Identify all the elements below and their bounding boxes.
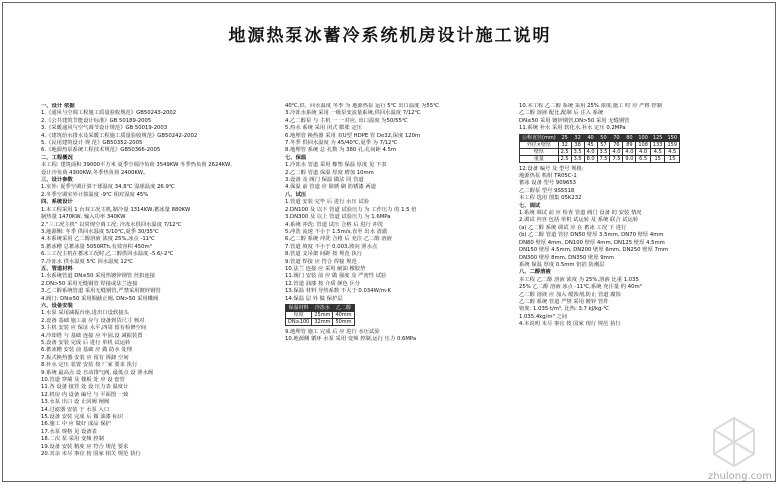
text-line: 7.管道 坡度 不小于 0.003,坡向 泄水点 bbox=[285, 243, 378, 250]
section-heading: 五、管道材料 bbox=[41, 265, 73, 272]
table-row bbox=[520, 148, 680, 155]
text-line: 17.水泵 规格 见 设备表 bbox=[41, 428, 97, 435]
text-line: 2."三工况主机" 以常规空调工况: 冷冻水供回水温度 7/12℃ bbox=[41, 221, 182, 228]
table-row bbox=[286, 318, 355, 325]
text-line: 2.调试 内容 包括 单机 试运转 及 系统 联合 试运转 bbox=[519, 217, 639, 224]
table-cell: 厚度 bbox=[286, 311, 312, 318]
table-header-cell: 乙二醇 bbox=[333, 304, 354, 311]
text-line: 6.乙二醇 系统 冲洗 合格 后 充注 乙二醇 溶液 bbox=[285, 236, 392, 243]
table-header-cell: 25 bbox=[558, 134, 571, 141]
drawing-sheet bbox=[2, 2, 776, 482]
table-header-cell: 125 bbox=[650, 134, 665, 141]
text-line: 制热量 1470KW, 输入功率 340KW bbox=[41, 214, 126, 221]
text-line: 10.本工程 乙二醇 系统 采用 25% 浓度,施工 时 应 严格 控制 bbox=[519, 103, 662, 109]
table-cell: 7.5 bbox=[597, 155, 610, 162]
text-line: 1.管道 安装 完毕 后 进行 水压 试验 bbox=[285, 199, 370, 206]
text-line: 20.其余 未尽 事宜 按 国家 相关 规范 执行 bbox=[41, 451, 141, 458]
text-line: 3.设备 及 阀门 保温 做法 同 管道 bbox=[285, 177, 364, 184]
text-line: 乙二醇 系统 管道 严禁 采用 镀锌 管件 bbox=[519, 298, 609, 305]
text-line: 11.系统 补水 采用 软化水,补水 定压 0.2MPa bbox=[519, 125, 626, 132]
table-cell: 45 bbox=[584, 141, 597, 148]
text-line: 2.乙二醇 管道 保温 厚度 增加 10mm bbox=[285, 169, 374, 176]
text-line: 2.设备 基础 施工前 应与 设备到货尺寸 核对 bbox=[41, 317, 145, 324]
text-line: 4.本说明 未尽 事宜 按 国家 现行 规范 执行 bbox=[519, 321, 621, 328]
text-line: 10.地源侧 循环 水泵 采用 变频 控制,运行 压力 0.6MPa bbox=[285, 336, 417, 343]
text-line: 8.补水 定压 装置 安装 按 厂家 要求 执行 bbox=[41, 362, 138, 369]
text-line: 12.设备 编号 及 型号 规格: bbox=[519, 165, 584, 172]
text-line: 8.管道 支吊架 间距 按 规范 执行 bbox=[285, 251, 363, 258]
table-cell: 32mm bbox=[312, 318, 333, 325]
text-line: 16.施工 中 应 做好 成品 保护 bbox=[41, 421, 111, 428]
text-line: 乙二醇 溶液 配比,配制 后 注入 系统 bbox=[519, 110, 604, 117]
table-header-cell: 冷冻水 bbox=[312, 304, 333, 311]
text-line: 10.管道 穿墙 及 楼板 处 应 设 套管 bbox=[41, 377, 125, 384]
table-cell: 3.5 bbox=[597, 148, 610, 155]
table-cell: 133 bbox=[650, 141, 665, 148]
text-line: 5.热水 系统 采用 闭式 膨胀 定压 bbox=[285, 125, 363, 132]
table-cell: 7.5 bbox=[610, 155, 623, 162]
text-line: 14.过滤器 安装 于 水泵 入口 bbox=[41, 406, 110, 413]
text-line: 3.地源侧: 冬季 供回水温度 5/10℃,夏季 30/35℃ bbox=[41, 228, 159, 235]
text-line: 1.水系统管道 DN≤50 采用热镀锌钢管 丝扣连接 bbox=[41, 273, 156, 280]
text-line: 9.系统 最高点 设 自动排气阀, 最低点 设 泄水阀 bbox=[41, 369, 154, 376]
text-line: 6.三工况主机在蓄冰工况时,乙二醇供回水温度 -5.6/-2℃ bbox=[41, 251, 174, 258]
table-header-cell: 150 bbox=[665, 134, 680, 141]
text-line: 1.本工程采用 1 台双工况主机,制冷量 1314KW,蓄冰量 880KW bbox=[41, 206, 191, 213]
text-line: 13.保温 材料 导热系数 不大于 0.034W/m·K bbox=[285, 288, 391, 295]
table-cell: 外径×壁厚 bbox=[520, 141, 559, 148]
table-cell: 4.0 bbox=[636, 148, 651, 155]
table-cell: 4.5 bbox=[665, 148, 680, 155]
text-line: DN≤50 采用 镀锌钢管,DN>50 采用 无缝钢管 bbox=[519, 117, 630, 124]
text-line: 地源热泵 机组 TR05C-1 bbox=[519, 173, 577, 180]
text-line: 1.035.4kg/m³ 之间 bbox=[519, 313, 567, 320]
table-cell: 4.5 bbox=[650, 148, 665, 155]
text-line: 10.法兰 连接 应 采用 耐油 橡胶垫 bbox=[285, 265, 366, 272]
text-line: 1.《通风与空调工程施工质量验收规范》GB50243-2002 bbox=[41, 110, 177, 117]
table-row bbox=[520, 141, 680, 148]
table-cell: DN≥100 bbox=[286, 318, 312, 325]
text-line: 9.地埋管 施工 完成 后 应 进行 水压试验 bbox=[285, 328, 380, 335]
section-heading: 二、工程概况 bbox=[41, 154, 73, 161]
text-line: 12.管道 油漆 按 介质 颜色 区分 bbox=[285, 280, 361, 287]
text-line: 15.设备 安装 完成 后 做 油漆 标识 bbox=[41, 414, 124, 421]
section-heading: 四、系统设计 bbox=[41, 199, 73, 206]
text-line: 6.蓄冰槽 安装 前 基础 应 做 防水 处理 bbox=[41, 347, 132, 354]
text-line: 乙二醇 溶液 应 加入 缓蚀剂,防止 管道 腐蚀 bbox=[519, 291, 621, 298]
table-row bbox=[520, 155, 680, 162]
table-cell: 25mm bbox=[312, 311, 333, 318]
table-cell: 8.0 bbox=[584, 155, 597, 162]
section-heading: 八、二醇溶液 bbox=[519, 269, 551, 276]
table-header-cell: 80 bbox=[623, 134, 636, 141]
text-line: 4.阀门: DN≤50 采用铜截止阀, DN>50 采用蝶阀 bbox=[41, 295, 159, 302]
table-header-cell: 公称直径(mm) bbox=[520, 134, 559, 141]
table-cell: 4.0 bbox=[623, 148, 636, 155]
text-line: 3.DN300 及 以上 管道 试验压力 为 1.6MPa bbox=[285, 214, 391, 221]
column-2 bbox=[285, 103, 517, 483]
text-line: 8.地埋管 系统 总 孔数 为 380 孔,孔间距 4.5m bbox=[285, 147, 397, 154]
text-line: 乙二醇泵 型号 9S5518 bbox=[519, 187, 575, 194]
watermark-logo-icon bbox=[706, 414, 762, 470]
text-line: 4.保温 前 管道 应 除锈 刷 防锈漆 两道 bbox=[285, 184, 376, 191]
text-line: 4.本系统采用 乙二醇溶液 浓度 25%,冰点 -11℃ bbox=[41, 236, 156, 243]
text-line: 3.主机 安装 应 保证 水平,四周 留有检修空间 bbox=[41, 325, 147, 332]
text-line: 1.水泵 采用减振台座,进出口设软接头 bbox=[41, 310, 129, 317]
table-cell: 108 bbox=[636, 141, 651, 148]
text-line: 2.DN100 及 以下 管道 试验压力 为 工作压力 的 1.5 倍 bbox=[285, 206, 417, 213]
text-line: 1.室外: 夏季空调计算干球温度 34.8℃ 湿球温度 26.9℃ bbox=[41, 184, 175, 191]
table-cell: 3.5 bbox=[571, 148, 584, 155]
text-line: 14.保温 层 外 做 保护层 bbox=[285, 295, 343, 302]
table-cell: 89 bbox=[623, 141, 636, 148]
table-header-cell: 70 bbox=[610, 134, 623, 141]
text-line: 蓄冰 设备 型号 909653 bbox=[519, 180, 577, 187]
table-cell: 2.5 bbox=[558, 148, 571, 155]
table-header-cell: 40 bbox=[584, 134, 597, 141]
text-line: 11.阀门 安装 前 应 做 强度 及 严密性 试验 bbox=[285, 273, 387, 280]
table-cell: 32 bbox=[558, 141, 571, 148]
table-header-cell: 50 bbox=[597, 134, 610, 141]
text-line: (a) 乙二醇 系统 调试 应 在 蓄冰 工况 下 进行 bbox=[519, 224, 627, 231]
table-header-cell: 100 bbox=[636, 134, 651, 141]
text-line: 7.冬季 供回水温度 为 45/40℃,夏季 为 7/12℃ bbox=[285, 140, 398, 147]
text-line: 3.冷冻水系统 采用 一级泵变流量系统,供回水温度 7/12℃ bbox=[285, 110, 421, 117]
text-line: 9.管道 焊接 应 符合 焊接 规范 bbox=[285, 258, 357, 265]
table-cell: 76 bbox=[610, 141, 623, 148]
text-line: DN80 壁厚 4mm, DN100 壁厚 4mm, DN125 壁厚 4.5mm bbox=[519, 239, 665, 246]
table-row bbox=[286, 311, 355, 318]
text-line: 4.系统 冲洗: 管道 试压 合格 后 进行 冲洗 bbox=[285, 221, 384, 228]
table-cell: 2.5 bbox=[558, 155, 571, 162]
section-heading: 七、保温 bbox=[285, 154, 307, 161]
section-heading: 一、设计 依据 bbox=[41, 103, 75, 109]
text-line: 5.设备 安装 完成 后 进行 单机 试运转 bbox=[41, 340, 131, 346]
text-line: 7.冷冻水 供水温度 5℃ 回水温度 12℃ bbox=[41, 258, 134, 265]
table-header-cell: 32 bbox=[571, 134, 584, 141]
table-cell: 3.5 bbox=[571, 155, 584, 162]
table-cell: 159 bbox=[665, 141, 680, 148]
text-line: 1.系统 调试 前 应 检查 管道 阀门 设备 的 安装 情况 bbox=[519, 210, 642, 217]
table-cell: 9.0 bbox=[623, 155, 636, 162]
text-line: 3.乙二醇系统管道 采用无缝钢管,严禁采用镀锌钢管 bbox=[41, 288, 161, 295]
table-cell: 15 bbox=[665, 155, 680, 162]
text-line: DN300 壁厚 8mm, DN350 壁厚 9mm bbox=[519, 254, 614, 261]
table-cell: 50mm bbox=[333, 318, 354, 325]
text-line: 6.地埋管 换热器 采用 双U型 HDPE 管 De32,深度 120m bbox=[285, 132, 421, 139]
table-cell: 4.0 bbox=[584, 148, 597, 155]
text-line: 2.冬季空调室外计算温度 -9℃ 相对湿度 45% bbox=[41, 191, 149, 198]
text-line: 1.冷冻水 管道 采用 橡塑 保温 厚度 见 下表 bbox=[285, 162, 387, 169]
table-header-cell: 保温材料 bbox=[286, 304, 312, 311]
section-heading: 三、设计参数 bbox=[41, 177, 73, 184]
text-line: 6.《地源热泵系统工程技术规范》GB50366-2005 bbox=[41, 147, 161, 154]
text-line: 4.冷却塔 与 基础 连接 应 牢固,设 减振装置 bbox=[41, 332, 143, 339]
text-line: DN150 壁厚 4.5mm, DN200 壁厚 6mm, DN250 壁厚 7mm bbox=[519, 247, 669, 254]
text-line: 设计冷负荷 4300KW,冬季热负荷 2400KW。 bbox=[41, 169, 149, 176]
section-heading: 七、调试 bbox=[519, 202, 541, 209]
table-cell: 38 bbox=[571, 141, 584, 148]
section-heading: 八、试压 bbox=[285, 191, 307, 198]
table-cell: 15 bbox=[650, 155, 665, 162]
text-line: 12.机房 内 设备 编号 与 平面图 一致 bbox=[41, 391, 129, 398]
table-cell: 4.0 bbox=[610, 148, 623, 155]
text-line: 本工程 选用 图集 05K232 bbox=[519, 195, 582, 202]
text-line: 2.DN>50 采用无缝钢管 焊接或法兰连接 bbox=[41, 280, 138, 287]
text-line: (b) 乙二醇 管道 管径 DN50 壁厚 3.5mm, DN70 壁厚 4mm bbox=[519, 232, 664, 239]
text-line: 4.乙二醇泵 与 主机 一 一对应, 出口温度 为50/55℃ bbox=[285, 117, 408, 124]
text-line: 40℃,供、回水温度 冬季 为 地源热泵 运行 5℃ 出口温度 为55℃ bbox=[285, 103, 440, 109]
text-line: 密度: 1.035 t/m³, 比热: 3.7 kJ/kg·℃ bbox=[519, 306, 610, 313]
text-line: 18.二次 泵 采用 变频 控制 bbox=[41, 436, 104, 443]
text-line: 3.《采暖通风与空气调节设计规范》GB 50019-2003 bbox=[41, 125, 168, 132]
text-line: 11.各 设备 接管 处 设 压力表 温度计 bbox=[41, 384, 129, 391]
text-line: 系统 保温 厚度 0.5mm 铝箔 防潮层 bbox=[519, 261, 605, 268]
table-cell: 40mm bbox=[333, 311, 354, 318]
section-heading: 六、设备安装 bbox=[41, 302, 73, 309]
text-line: 4.《建筑给水排水及采暖工程施工质量验收规范》GB50242-2002 bbox=[41, 132, 198, 139]
text-line: 5.蓄冰槽 总蓄冰量 5050RTh,有效容积 450m³ bbox=[41, 243, 152, 250]
text-line: 本工程 乙二醇 溶液 浓度 为 25%,溶液 比重 1.035 bbox=[519, 276, 639, 283]
text-line: 5.《民用建筑设计 规 范》GB50352-2005 bbox=[41, 140, 143, 147]
text-line: 2.《公共建筑节能设计标准》GB 50189-2005 bbox=[41, 117, 152, 124]
table-cell: 57 bbox=[597, 141, 610, 148]
text-line: 19.设备 安装 精度 应 符合 规范 要求 bbox=[41, 443, 129, 450]
column-1 bbox=[41, 103, 281, 483]
watermark-text: zhulong.com bbox=[707, 471, 772, 482]
text-line: 本工程: 建筑面积 39000平方米 夏季空调冷负荷 3549KW 冬季热负荷 2624KW, bbox=[41, 162, 232, 169]
document-title: 地源热泵冰蓄冷系统机房设计施工说明 bbox=[228, 26, 552, 46]
text-line: 25% 乙二醇 溶液 冰点 -11℃,系统 充注量 约 40m³ bbox=[519, 284, 642, 291]
spec-table bbox=[519, 134, 680, 163]
text-line: 13.水泵 出口 设 止回阀 闸阀 bbox=[41, 399, 110, 406]
table-cell: 壁厚 bbox=[520, 148, 559, 155]
table-cell: 重量 bbox=[520, 155, 559, 162]
text-line: 5.冲洗 流速 不小于 1.5m/s,直至 出水 清澈 bbox=[285, 228, 388, 235]
text-line: 7.板式换热器 安装 应 留有 拆卸 空间 bbox=[41, 354, 129, 361]
table-cell: 6.5 bbox=[636, 155, 651, 162]
spec-table bbox=[285, 304, 355, 326]
